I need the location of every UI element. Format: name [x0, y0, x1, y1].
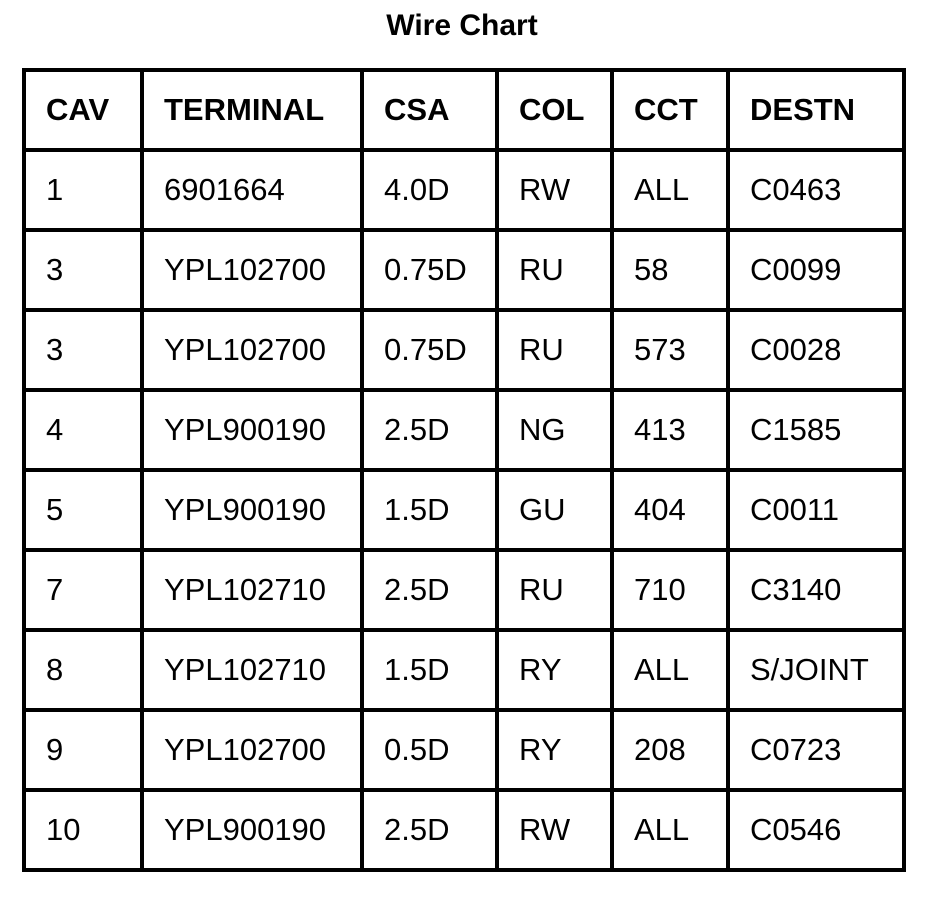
cell-cav: 1	[24, 150, 142, 230]
cell-terminal: YPL900190	[142, 790, 362, 870]
cell-destn: C0463	[728, 150, 904, 230]
table-row	[24, 310, 904, 390]
cell-cav: 10	[24, 790, 142, 870]
cell-cav: 3	[24, 310, 142, 390]
header-cct: CCT	[612, 70, 728, 150]
cell-destn: C0028	[728, 310, 904, 390]
cell-csa: 2.5D	[362, 550, 497, 630]
cell-cct: 58	[612, 230, 728, 310]
cell-destn: C0546	[728, 790, 904, 870]
table-row	[24, 550, 904, 630]
table-row	[24, 710, 904, 790]
cell-cav: 3	[24, 230, 142, 310]
cell-csa: 1.5D	[362, 630, 497, 710]
cell-terminal: 6901664	[142, 150, 362, 230]
cell-csa: 0.5D	[362, 710, 497, 790]
cell-cav: 5	[24, 470, 142, 550]
header-cav: CAV	[24, 70, 142, 150]
cell-col: RY	[497, 630, 612, 710]
cell-csa: 0.75D	[362, 310, 497, 390]
cell-csa: 2.5D	[362, 790, 497, 870]
cell-col: RU	[497, 230, 612, 310]
cell-destn: C1585	[728, 390, 904, 470]
cell-terminal: YPL900190	[142, 390, 362, 470]
cell-destn: C0723	[728, 710, 904, 790]
cell-terminal: YPL102710	[142, 550, 362, 630]
cell-cct: ALL	[612, 630, 728, 710]
cell-cav: 9	[24, 710, 142, 790]
cell-csa: 2.5D	[362, 390, 497, 470]
cell-cct: 573	[612, 310, 728, 390]
cell-cct: 404	[612, 470, 728, 550]
cell-destn: S/JOINT	[728, 630, 904, 710]
cell-col: RY	[497, 710, 612, 790]
cell-cct: 413	[612, 390, 728, 470]
cell-destn: C0011	[728, 470, 904, 550]
header-csa: CSA	[362, 70, 497, 150]
cell-cct: ALL	[612, 790, 728, 870]
cell-col: RU	[497, 550, 612, 630]
cell-col: NG	[497, 390, 612, 470]
cell-csa: 0.75D	[362, 230, 497, 310]
cell-cav: 4	[24, 390, 142, 470]
cell-cav: 8	[24, 630, 142, 710]
cell-cct: 710	[612, 550, 728, 630]
cell-col: RU	[497, 310, 612, 390]
wire-chart-table	[22, 68, 906, 872]
cell-destn: C0099	[728, 230, 904, 310]
cell-terminal: YPL102700	[142, 310, 362, 390]
cell-terminal: YPL102700	[142, 710, 362, 790]
cell-terminal: YPL900190	[142, 470, 362, 550]
table-row	[24, 150, 904, 230]
cell-terminal: YPL102700	[142, 230, 362, 310]
header-row	[24, 70, 904, 150]
cell-terminal: YPL102710	[142, 630, 362, 710]
cell-col: GU	[497, 470, 612, 550]
cell-cct: 208	[612, 710, 728, 790]
table-row	[24, 230, 904, 310]
cell-cav: 7	[24, 550, 142, 630]
header-terminal: TERMINAL	[142, 70, 362, 150]
cell-destn: C3140	[728, 550, 904, 630]
cell-col: RW	[497, 790, 612, 870]
table-row	[24, 630, 904, 710]
table-row	[24, 390, 904, 470]
cell-csa: 1.5D	[362, 470, 497, 550]
header-col: COL	[497, 70, 612, 150]
page-title: Wire Chart	[386, 9, 538, 42]
header-destn: DESTN	[728, 70, 904, 150]
cell-csa: 4.0D	[362, 150, 497, 230]
table-row	[24, 790, 904, 870]
cell-col: RW	[497, 150, 612, 230]
cell-cct: ALL	[612, 150, 728, 230]
table-row	[24, 470, 904, 550]
